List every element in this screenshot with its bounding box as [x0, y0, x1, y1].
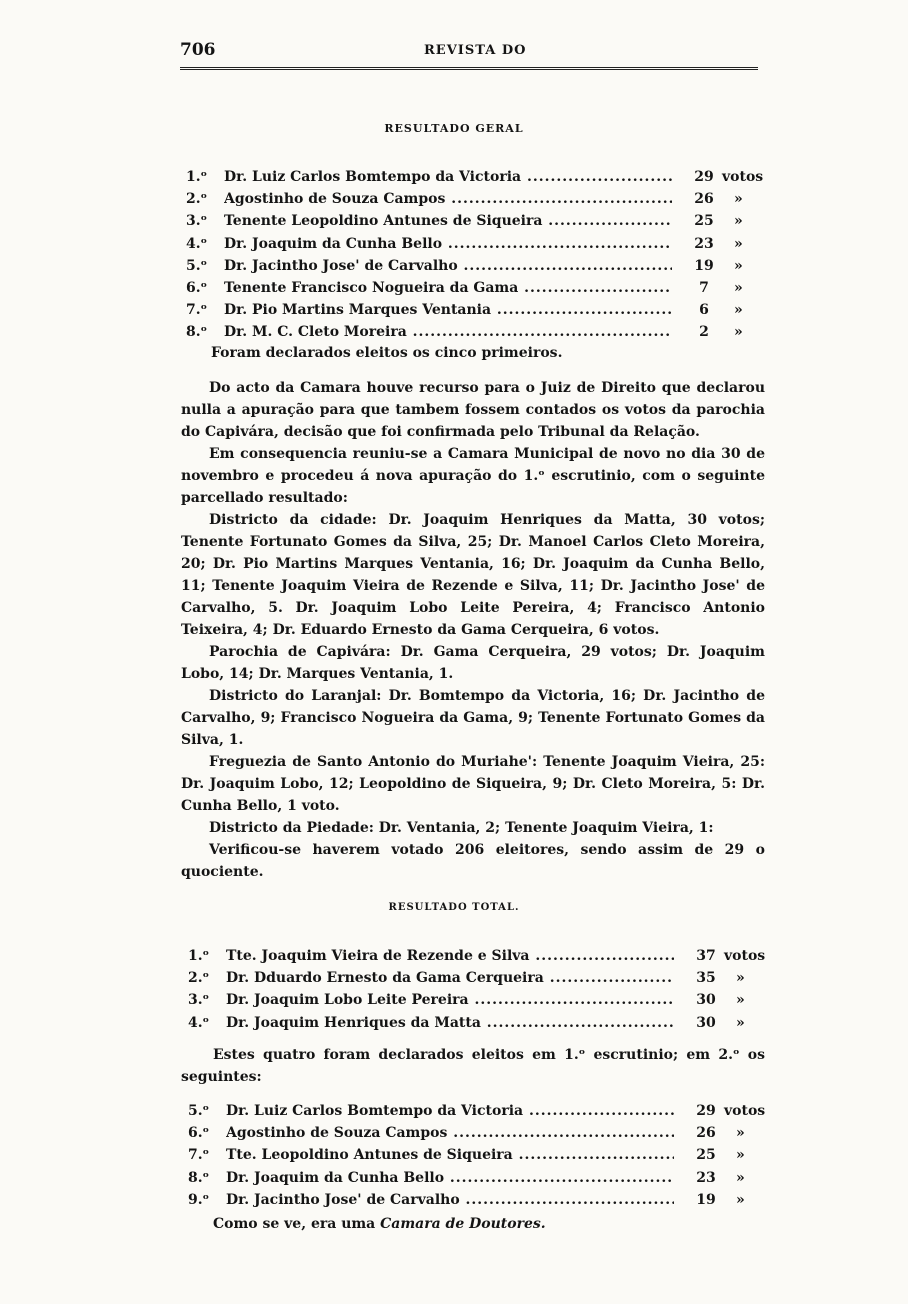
rank: 6.ᵒ	[188, 1125, 210, 1142]
candidate-name: Tenente Francisco Nogueira da Gama .....	[224, 277, 672, 299]
vote-unit: votos	[724, 1103, 766, 1119]
vote-count: 26	[696, 1125, 716, 1142]
result-row	[186, 321, 766, 343]
vote-count: 19	[696, 1191, 716, 1208]
candidate-name: Dr. Pio Martins Marques Ventania .....	[224, 299, 672, 321]
paragraph: Do acto da Camara houve recurso para o Juiz de Direito que declarou nulla a apuração para que tambem fossem contados os votos da parochia do Capivára, decisão que foi confirmada pelo Tribunal da Relação.	[181, 380, 765, 440]
rank: 2.ᵒ	[188, 970, 210, 987]
candidate-name: Tte. Joaquim Vieira de Rezende e Silva .....	[226, 945, 674, 967]
result-row	[188, 1144, 768, 1166]
vote-unit: votos	[722, 169, 764, 185]
vote-unit: votos	[724, 948, 766, 964]
rank: 5.ᵒ	[186, 257, 208, 274]
result-row	[188, 967, 768, 989]
resultado-total-second-list	[188, 1100, 768, 1211]
vote-count: 6	[699, 302, 709, 319]
vote-count: 35	[696, 970, 716, 987]
candidate-name: Dr. Joaquim da Cunha Bello .....	[226, 1167, 674, 1189]
ditto-mark: »	[734, 302, 743, 319]
candidate-name: Dr. Jacintho Jose' de Carvalho .....	[226, 1189, 674, 1211]
result-row	[188, 1122, 768, 1144]
paragraph: Parochia de Capivára: Dr. Gama Cerqueira, 29 votos; Dr. Joaquim Lobo, 14; Dr. Marques Ventania, 1.	[181, 644, 765, 682]
result-row	[186, 255, 766, 277]
result-row	[188, 945, 768, 967]
result-row	[186, 166, 766, 188]
candidate-name: Dr. Luiz Carlos Bomtempo da Victoria .....	[226, 1100, 674, 1122]
candidate-name: Dr. Joaquim Henriques da Matta .....	[226, 1012, 674, 1034]
header-rule	[180, 67, 758, 70]
result-row	[186, 277, 766, 299]
candidate-name: Dr. M. C. Cleto Moreira .....	[224, 321, 672, 343]
ditto-mark: »	[736, 970, 745, 987]
closing-remark	[213, 1216, 546, 1232]
rank: 6.ᵒ	[186, 279, 208, 296]
resultado-geral-list	[186, 166, 766, 344]
candidate-name: Dr. Luiz Carlos Bomtempo da Victoria .....	[224, 166, 672, 188]
ditto-mark: »	[734, 191, 743, 208]
result-row	[188, 1167, 768, 1189]
candidate-name: Dr. Dduardo Ernesto da Gama Cerqueira .....	[226, 967, 674, 989]
vote-count: 30	[696, 992, 716, 1009]
ditto-mark: »	[734, 235, 743, 252]
result-row	[186, 299, 766, 321]
paragraph: Districto da Piedade: Dr. Ventania, 2; Tenente Joaquim Vieira, 1:	[209, 820, 714, 836]
rank: 1.ᵒ	[188, 948, 210, 964]
ditto-mark: »	[734, 324, 743, 341]
paragraph: Verificou-se haverem votado 206 eleitores, sendo assim de 29 o quociente.	[181, 842, 765, 880]
vote-count: 29	[694, 169, 714, 185]
body-text	[181, 377, 765, 883]
rank: 2.ᵒ	[186, 191, 208, 208]
vote-count: 2	[699, 324, 709, 341]
candidate-name: Dr. Jacintho Jose' de Carvalho .....	[224, 255, 672, 277]
ditto-mark: »	[734, 213, 743, 230]
rank: 1.ᵒ	[186, 169, 208, 185]
page-number: 706	[180, 40, 216, 60]
ditto-mark: »	[734, 279, 743, 296]
paragraph: Freguezia de Santo Antonio do Muriahe': Tenente Joaquim Vieira, 25: Dr. Joaquim Lobo, 12; Leopoldino de Siqueira, 9; Dr. Cleto Moreira, 5: Dr. Cunha Bello, 1 voto.	[181, 754, 765, 814]
paragraph: Em consequencia reuniu-se a Camara Municipal de novo no dia 30 de novembro e procedeu á nova apuração do 1.ᵒ escrutinio, com o seguinte parcellado resultado:	[181, 446, 765, 506]
result-row	[186, 233, 766, 255]
ditto-mark: »	[736, 992, 745, 1009]
result-row	[188, 989, 768, 1011]
vote-count: 29	[696, 1103, 716, 1119]
paragraph: Districto do Laranjal: Dr. Bomtempo da Victoria, 16; Dr. Jacintho de Carvalho, 9; Francisco Nogueira da Gama, 9; Tenente Fortunato Gomes da Silva, 1.	[181, 688, 765, 748]
rank: 3.ᵒ	[186, 213, 208, 230]
vote-count: 37	[696, 948, 716, 964]
vote-count: 25	[694, 213, 714, 230]
vote-count: 19	[694, 257, 714, 274]
result-row	[186, 210, 766, 232]
vote-count: 25	[696, 1147, 716, 1164]
rank: 4.ᵒ	[188, 1014, 210, 1031]
ditto-mark: »	[736, 1147, 745, 1164]
candidate-name: Dr. Joaquim Lobo Leite Pereira .....	[226, 989, 674, 1011]
rank: 8.ᵒ	[188, 1169, 210, 1186]
rank: 9.ᵒ	[188, 1191, 210, 1208]
candidate-name: Tte. Leopoldino Antunes de Siqueira .....	[226, 1144, 674, 1166]
resultado-total-list	[188, 945, 768, 1034]
result-row	[188, 1189, 768, 1211]
vote-count: 23	[696, 1169, 716, 1186]
result-row	[186, 188, 766, 210]
rank: 4.ᵒ	[186, 235, 208, 252]
rank: 5.ᵒ	[188, 1103, 210, 1119]
rank: 8.ᵒ	[186, 324, 208, 341]
rank: 7.ᵒ	[188, 1147, 210, 1164]
running-title: REVISTA DO	[424, 43, 527, 58]
ditto-mark: »	[736, 1014, 745, 1031]
vote-count: 23	[694, 235, 714, 252]
vote-count: 30	[696, 1014, 716, 1031]
ditto-mark: »	[736, 1169, 745, 1186]
candidate-name: Agostinho de Souza Campos .....	[226, 1122, 674, 1144]
ditto-mark: »	[736, 1191, 745, 1208]
second-round-note-block	[181, 1044, 765, 1088]
second-round-note: Estes quatro foram declarados eleitos em 1.ᵒ escrutinio; em 2.ᵒ os seguintes:	[181, 1047, 765, 1085]
elected-note: Foram declarados eleitos os cinco primeiros.	[211, 345, 563, 361]
rank: 7.ᵒ	[186, 302, 208, 319]
closing-italic: Camara de Doutores.	[380, 1216, 546, 1232]
ditto-mark: »	[734, 257, 743, 274]
result-row	[188, 1012, 768, 1034]
candidate-name: Tenente Leopoldino Antunes de Siqueira .....	[224, 210, 672, 232]
result-row	[188, 1100, 768, 1122]
candidate-name: Agostinho de Souza Campos .....	[224, 188, 672, 210]
rank: 3.ᵒ	[188, 992, 210, 1009]
candidate-name: Dr. Joaquim da Cunha Bello .....	[224, 233, 672, 255]
page-header	[180, 40, 760, 66]
section-heading-resultado-geral: RESULTADO GERAL	[384, 122, 524, 135]
vote-count: 7	[699, 279, 709, 296]
ditto-mark: »	[736, 1125, 745, 1142]
paragraph: Districto da cidade: Dr. Joaquim Henriques da Matta, 30 votos; Tenente Fortunato Gomes da Silva, 25; Dr. Manoel Carlos Cleto Moreira, 20; Dr. Pio Martins Marques Ventania, 16; Dr. Joaquim da Cunha Bello, 11; Tenente Joaquim Vieira de Rezende e Silva, 11; Dr. Jacintho Jose' de Carvalho, 5. Dr. Joaquim Lobo Leite Pereira, 4; Francisco Antonio Teixeira, 4; Dr. Eduardo Ernesto da Gama Cerqueira, 6 votos.	[181, 512, 765, 638]
section-heading-resultado-total: RESULTADO TOTAL.	[388, 902, 520, 913]
vote-count: 26	[694, 191, 714, 208]
closing-text: Como se ve, era uma	[213, 1216, 376, 1232]
